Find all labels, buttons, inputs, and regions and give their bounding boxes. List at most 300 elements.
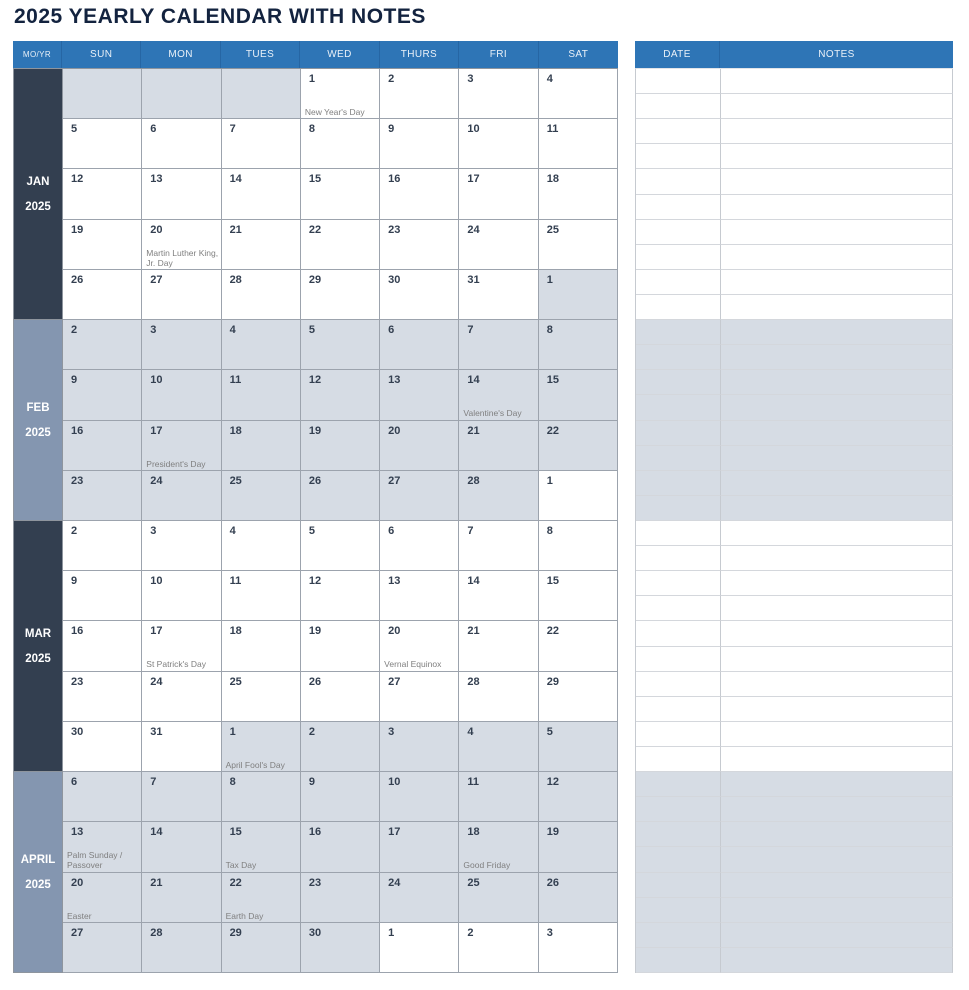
notes-text-cell[interactable]	[721, 144, 953, 169]
day-number: 28	[229, 273, 242, 286]
notes-row	[636, 119, 953, 144]
calendar-day-cell[interactable]	[539, 621, 618, 671]
calendar-day-cell[interactable]	[63, 220, 142, 270]
calendar-day-cell[interactable]	[301, 822, 380, 872]
notes-text-cell[interactable]	[721, 119, 953, 144]
notes-notes-header: NOTES	[818, 49, 855, 60]
day-number: 26	[308, 675, 322, 688]
day-number: 26	[71, 273, 84, 286]
day-number: 22	[229, 876, 242, 889]
holiday-label: Tax Day	[225, 860, 257, 871]
calendar-day-cell[interactable]	[63, 923, 142, 973]
notes-text-cell[interactable]	[721, 747, 953, 772]
notes-text-cell[interactable]	[721, 822, 953, 847]
notes-text-cell[interactable]	[721, 220, 953, 245]
calendar-day-cell[interactable]	[539, 270, 618, 320]
notes-text-cell[interactable]	[721, 421, 953, 446]
day-number: 3	[546, 926, 553, 939]
calendar-day-cell[interactable]	[459, 169, 538, 219]
notes-text-cell[interactable]	[721, 345, 953, 370]
calendar-header-row	[13, 41, 618, 68]
notes-text-cell[interactable]	[721, 496, 953, 521]
calendar-day-cell[interactable]	[380, 772, 459, 822]
calendar-day-cell[interactable]	[63, 571, 142, 621]
day-number: 15	[546, 575, 559, 588]
calendar-day-cell[interactable]	[63, 672, 142, 722]
notes-row	[636, 471, 953, 496]
calendar-day-cell[interactable]	[142, 119, 221, 169]
calendar-day-cell[interactable]	[63, 822, 142, 872]
day-number: 13	[388, 575, 401, 588]
calendar-day-cell[interactable]	[142, 421, 221, 471]
day-number: 22	[546, 625, 559, 638]
calendar-day-cell[interactable]	[142, 722, 221, 772]
month-label: APRIL	[20, 853, 56, 866]
calendar-day-cell[interactable]	[301, 521, 380, 571]
notes-date-cell[interactable]	[636, 923, 721, 948]
calendar-day-cell[interactable]	[380, 119, 459, 169]
notes-row	[636, 345, 953, 370]
notes-date-cell[interactable]	[636, 169, 721, 194]
notes-row	[636, 747, 953, 772]
notes-date-cell[interactable]	[636, 245, 721, 270]
calendar-day-cell[interactable]	[380, 672, 459, 722]
notes-text-cell[interactable]	[721, 94, 953, 119]
day-number: 18	[467, 826, 480, 839]
notes-text-cell[interactable]	[721, 471, 953, 496]
calendar-day-cell[interactable]	[539, 220, 618, 270]
notes-text-cell[interactable]	[721, 772, 953, 797]
calendar-day-cell[interactable]	[301, 320, 380, 370]
calendar-day-cell[interactable]	[301, 772, 380, 822]
calendar-day-cell[interactable]	[459, 772, 538, 822]
calendar-day-cell[interactable]	[63, 320, 142, 370]
notes-date-cell[interactable]	[636, 144, 721, 169]
calendar-day-cell[interactable]	[222, 722, 301, 772]
calendar-day-cell[interactable]	[142, 320, 221, 370]
calendar-day-cell[interactable]	[301, 270, 380, 320]
notes-text-cell[interactable]	[721, 270, 953, 295]
day-number: 2	[388, 73, 395, 85]
day-number: 6	[71, 776, 78, 789]
calendar-table	[13, 41, 618, 973]
month-year-label: 2025	[25, 652, 51, 665]
calendar-day-cell[interactable]	[142, 571, 221, 621]
day-number: 16	[308, 826, 322, 839]
notes-text-cell[interactable]	[721, 446, 953, 471]
holiday-label: St Patrick's Day	[146, 659, 207, 670]
calendar-day-cell[interactable]	[142, 169, 221, 219]
calendar-day-cell[interactable]	[459, 421, 538, 471]
calendar-day-cell[interactable]	[222, 119, 301, 169]
calendar-day-cell[interactable]	[301, 69, 380, 119]
calendar-day-cell[interactable]	[142, 521, 221, 571]
calendar-day-cell[interactable]	[380, 822, 459, 872]
calendar-day-cell[interactable]	[63, 119, 142, 169]
calendar-day-cell[interactable]	[63, 69, 142, 119]
notes-row	[636, 94, 953, 119]
calendar-day-cell[interactable]	[142, 69, 221, 119]
notes-date-cell[interactable]	[636, 873, 721, 898]
day-number: 8	[308, 123, 315, 136]
day-number: 11	[229, 575, 242, 588]
calendar-day-cell[interactable]	[301, 421, 380, 471]
calendar-day-cell[interactable]	[222, 270, 301, 320]
calendar-day-cell[interactable]	[380, 521, 459, 571]
calendar-day-cell[interactable]	[539, 722, 618, 772]
calendar-day-cell[interactable]	[222, 521, 301, 571]
notes-date-cell[interactable]	[636, 270, 721, 295]
calendar-day-cell[interactable]	[63, 873, 142, 923]
notes-date-cell[interactable]	[636, 697, 721, 722]
calendar-day-cell[interactable]	[63, 169, 142, 219]
calendar-day-cell[interactable]	[142, 772, 221, 822]
calendar-day-cell[interactable]	[539, 923, 618, 973]
day-number: 6	[388, 524, 395, 537]
notes-text-cell[interactable]	[721, 873, 953, 898]
calendar-day-cell[interactable]	[459, 521, 538, 571]
calendar-day-cell[interactable]	[539, 370, 618, 420]
calendar-day-cell[interactable]	[539, 672, 618, 722]
day-number: 20	[388, 625, 401, 638]
notes-text-cell[interactable]	[721, 898, 953, 923]
calendar-day-cell[interactable]	[539, 521, 618, 571]
notes-text-cell[interactable]	[721, 797, 953, 822]
notes-date-cell[interactable]	[636, 948, 721, 973]
notes-date-cell[interactable]	[636, 521, 721, 546]
calendar-day-cell[interactable]	[142, 873, 221, 923]
notes-text-cell[interactable]	[721, 195, 953, 220]
notes-row	[636, 521, 953, 546]
day-number: 21	[150, 876, 163, 889]
calendar-day-cell[interactable]	[459, 722, 538, 772]
day-number: 4	[467, 725, 474, 738]
calendar-day-cell[interactable]	[301, 471, 380, 521]
notes-text-cell[interactable]	[721, 320, 953, 345]
day-number: 12	[546, 776, 559, 789]
notes-row	[636, 295, 953, 320]
calendar-day-cell[interactable]	[539, 471, 618, 521]
calendar-day-cell[interactable]	[63, 370, 142, 420]
calendar-day-cell[interactable]	[380, 320, 459, 370]
day-number: 17	[388, 826, 401, 839]
calendar-day-cell[interactable]	[63, 421, 142, 471]
day-number: 2	[467, 926, 474, 939]
day-number: 2	[308, 725, 315, 738]
calendar-day-cell[interactable]	[459, 873, 538, 923]
day-number: 5	[308, 524, 315, 537]
calendar-day-cell[interactable]	[539, 421, 618, 471]
calendar-day-cell[interactable]	[380, 571, 459, 621]
calendar-day-cell[interactable]	[222, 320, 301, 370]
notes-date-cell[interactable]	[636, 797, 721, 822]
calendar-day-cell[interactable]	[142, 621, 221, 671]
calendar-day-cell[interactable]	[142, 471, 221, 521]
calendar-day-cell[interactable]	[459, 69, 538, 119]
calendar-day-cell[interactable]	[222, 169, 301, 219]
notes-body	[635, 68, 953, 973]
calendar-day-cell[interactable]	[301, 370, 380, 420]
day-number: 19	[308, 625, 322, 638]
calendar-day-cell[interactable]	[380, 220, 459, 270]
day-number: 17	[467, 173, 480, 186]
notes-date-cell[interactable]	[636, 220, 721, 245]
calendar-body	[13, 68, 618, 973]
notes-text-cell[interactable]	[721, 621, 953, 646]
day-number: 23	[71, 675, 84, 688]
calendar-day-cell[interactable]	[63, 772, 142, 822]
calendar-day-cell[interactable]	[222, 220, 301, 270]
calendar-day-cell[interactable]	[459, 621, 538, 671]
calendar-day-cell[interactable]	[459, 471, 538, 521]
notes-date-cell[interactable]	[636, 621, 721, 646]
day-number: 1	[388, 926, 395, 939]
calendar-day-cell[interactable]	[380, 923, 459, 973]
notes-date-cell[interactable]	[636, 295, 721, 320]
notes-date-cell[interactable]	[636, 672, 721, 697]
calendar-day-cell[interactable]	[63, 621, 142, 671]
notes-date-cell[interactable]	[636, 471, 721, 496]
notes-row	[636, 797, 953, 822]
notes-row	[636, 923, 953, 948]
notes-text-cell[interactable]	[721, 948, 953, 973]
calendar-day-cell[interactable]	[459, 370, 538, 420]
day-number: 24	[467, 223, 480, 236]
day-number: 1	[546, 273, 553, 286]
month-label: MAR	[24, 627, 52, 640]
day-number: 25	[229, 474, 242, 487]
day-number: 3	[150, 524, 157, 537]
day-number: 28	[467, 675, 480, 688]
notes-text-cell[interactable]	[721, 697, 953, 722]
day-number: 23	[71, 474, 84, 487]
calendar-day-cell[interactable]	[142, 220, 221, 270]
day-number: 12	[308, 374, 322, 387]
day-number: 1	[308, 73, 315, 85]
notes-date-header: DATE	[635, 41, 720, 68]
day-number: 24	[150, 675, 163, 688]
calendar-day-cell[interactable]	[63, 722, 142, 772]
day-number: 4	[229, 524, 236, 537]
calendar-day-cell[interactable]	[380, 370, 459, 420]
calendar-day-cell[interactable]	[142, 270, 221, 320]
calendar-day-cell[interactable]	[222, 923, 301, 973]
notes-date-cell[interactable]	[636, 446, 721, 471]
calendar-day-cell[interactable]	[459, 571, 538, 621]
calendar-day-cell[interactable]	[459, 119, 538, 169]
calendar-day-cell[interactable]	[539, 822, 618, 872]
calendar-day-cell[interactable]	[142, 672, 221, 722]
calendar-day-cell[interactable]	[63, 471, 142, 521]
notes-text-cell[interactable]	[721, 596, 953, 621]
holiday-label: Good Friday	[463, 860, 511, 871]
notes-date-cell[interactable]	[636, 370, 721, 395]
day-number: 7	[467, 324, 474, 337]
calendar-day-cell[interactable]	[539, 873, 618, 923]
calendar-day-cell[interactable]	[222, 370, 301, 420]
notes-date-cell[interactable]	[636, 647, 721, 672]
calendar-day-cell[interactable]	[301, 873, 380, 923]
day-header-tues: TUES	[221, 41, 300, 68]
notes-date-cell[interactable]	[636, 847, 721, 872]
notes-text-cell[interactable]	[721, 370, 953, 395]
notes-date-cell[interactable]	[636, 546, 721, 571]
month-year-label: 2025	[25, 200, 51, 213]
calendar-day-cell[interactable]	[301, 169, 380, 219]
notes-date-cell[interactable]	[636, 320, 721, 345]
calendar-day-cell[interactable]	[380, 69, 459, 119]
day-header-sat: SAT	[568, 49, 589, 60]
day-number: 20	[388, 424, 401, 437]
notes-text-cell[interactable]	[721, 847, 953, 872]
notes-text-cell[interactable]	[721, 169, 953, 194]
calendar-day-cell[interactable]	[222, 571, 301, 621]
month-label: FEB	[26, 401, 50, 414]
calendar-day-cell[interactable]	[380, 169, 459, 219]
calendar-day-cell[interactable]	[301, 722, 380, 772]
notes-text-cell[interactable]	[721, 245, 953, 270]
notes-text-cell[interactable]	[721, 923, 953, 948]
notes-date-cell[interactable]	[636, 772, 721, 797]
day-number: 29	[308, 273, 322, 286]
notes-row	[636, 873, 953, 898]
calendar-day-cell[interactable]	[301, 571, 380, 621]
day-number: 21	[467, 424, 480, 437]
notes-row	[636, 546, 953, 571]
notes-row	[636, 722, 953, 747]
calendar-day-cell[interactable]	[459, 822, 538, 872]
day-number: 15	[308, 173, 322, 186]
notes-text-cell[interactable]	[721, 69, 953, 94]
notes-date-cell[interactable]	[636, 822, 721, 847]
calendar-day-cell[interactable]	[222, 621, 301, 671]
holiday-label: New Year's Day	[304, 107, 365, 118]
calendar-day-cell[interactable]	[380, 421, 459, 471]
calendar-day-cell[interactable]	[222, 772, 301, 822]
day-number: 22	[546, 424, 559, 437]
day-number: 15	[229, 826, 242, 839]
day-number: 12	[71, 173, 84, 186]
calendar-day-cell[interactable]	[539, 772, 618, 822]
notes-date-cell[interactable]	[636, 345, 721, 370]
calendar-day-cell[interactable]	[222, 672, 301, 722]
day-number: 23	[308, 876, 322, 889]
calendar-day-cell[interactable]	[539, 69, 618, 119]
notes-text-cell[interactable]	[721, 571, 953, 596]
calendar-day-cell[interactable]	[222, 873, 301, 923]
day-number: 30	[308, 926, 322, 939]
notes-date-cell[interactable]	[636, 747, 721, 772]
calendar-day-cell[interactable]	[301, 621, 380, 671]
holiday-label: President's Day	[146, 458, 206, 469]
notes-date-cell[interactable]	[636, 722, 721, 747]
day-number: 5	[71, 123, 78, 136]
notes-date-cell[interactable]	[636, 119, 721, 144]
day-number: 27	[150, 273, 163, 286]
calendar-day-cell[interactable]	[142, 370, 221, 420]
notes-row	[636, 370, 953, 395]
day-number: 7	[229, 123, 236, 136]
calendar-day-cell[interactable]	[380, 270, 459, 320]
day-number: 30	[388, 273, 401, 286]
day-number: 14	[467, 374, 480, 387]
calendar-day-cell[interactable]	[380, 621, 459, 671]
day-number: 14	[467, 575, 480, 588]
calendar-day-cell[interactable]	[301, 119, 380, 169]
calendar-day-cell[interactable]	[459, 220, 538, 270]
notes-text-cell[interactable]	[721, 647, 953, 672]
day-number: 6	[150, 123, 157, 136]
day-number: 27	[71, 926, 84, 939]
calendar-day-cell[interactable]	[459, 672, 538, 722]
calendar-day-cell[interactable]	[142, 923, 221, 973]
calendar-day-cell[interactable]	[63, 521, 142, 571]
notes-date-cell[interactable]	[636, 421, 721, 446]
calendar-day-cell[interactable]	[63, 270, 142, 320]
notes-date-cell[interactable]	[636, 898, 721, 923]
notes-row	[636, 395, 953, 420]
calendar-day-cell[interactable]	[539, 571, 618, 621]
notes-text-cell[interactable]	[721, 395, 953, 420]
notes-date-cell[interactable]	[636, 195, 721, 220]
calendar-day-cell[interactable]	[539, 320, 618, 370]
day-number: 18	[229, 424, 242, 437]
day-number: 21	[229, 223, 242, 236]
notes-date-cell[interactable]	[636, 571, 721, 596]
calendar-day-cell[interactable]	[301, 672, 380, 722]
notes-row	[636, 169, 953, 194]
calendar-day-cell[interactable]	[459, 320, 538, 370]
calendar-day-cell[interactable]	[142, 822, 221, 872]
notes-text-cell[interactable]	[721, 722, 953, 747]
day-number: 19	[71, 223, 84, 236]
notes-text-cell[interactable]	[721, 521, 953, 546]
day-number: 4	[229, 324, 236, 337]
day-number: 8	[229, 776, 236, 789]
notes-date-cell[interactable]	[636, 69, 721, 94]
calendar-day-cell[interactable]	[301, 220, 380, 270]
notes-text-cell[interactable]	[721, 295, 953, 320]
calendar-day-cell[interactable]	[222, 471, 301, 521]
day-number: 8	[546, 524, 553, 537]
notes-row	[636, 647, 953, 672]
calendar-day-cell[interactable]	[459, 270, 538, 320]
calendar-day-cell[interactable]	[539, 169, 618, 219]
calendar-day-cell[interactable]	[222, 822, 301, 872]
holiday-label: Martin Luther King, Jr. Day	[146, 247, 219, 268]
notes-row	[636, 596, 953, 621]
day-number: 11	[467, 776, 480, 789]
notes-date-cell[interactable]	[636, 496, 721, 521]
day-number: 4	[546, 73, 553, 85]
calendar-day-cell[interactable]	[222, 421, 301, 471]
calendar-day-cell[interactable]	[380, 873, 459, 923]
notes-text-cell[interactable]	[721, 546, 953, 571]
calendar-day-cell[interactable]	[380, 722, 459, 772]
notes-text-cell[interactable]	[721, 672, 953, 697]
calendar-day-cell[interactable]	[222, 69, 301, 119]
notes-date-cell[interactable]	[636, 596, 721, 621]
calendar-day-cell[interactable]	[459, 923, 538, 973]
calendar-day-cell[interactable]	[539, 119, 618, 169]
calendar-day-cell[interactable]	[301, 923, 380, 973]
notes-date-cell[interactable]	[636, 94, 721, 119]
holiday-label: Earth Day	[225, 910, 264, 921]
calendar-day-cell[interactable]	[380, 471, 459, 521]
notes-date-cell[interactable]	[636, 395, 721, 420]
day-number: 7	[150, 776, 157, 789]
day-number: 9	[308, 776, 315, 789]
